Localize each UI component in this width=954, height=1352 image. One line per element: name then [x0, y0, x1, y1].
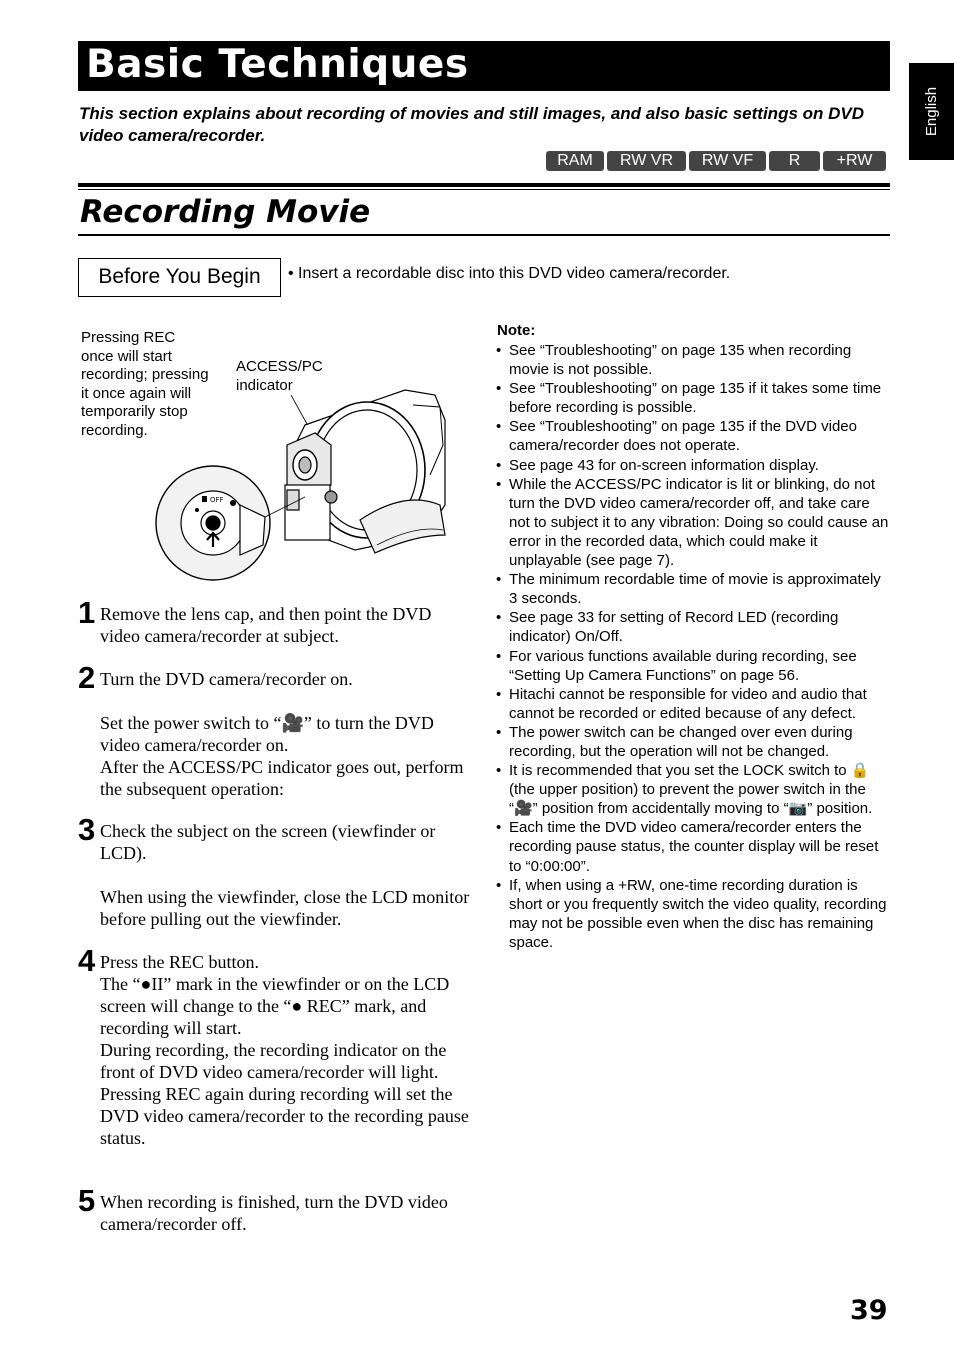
divider — [78, 183, 890, 187]
list-item: • While the ACCESS/PC indicator is lit or blinking, do not turn the DVD video camera/recorder off, and take care not to subject it to any vibration: Doing so could cause an error in the recorded data, which could make it unplayable (see page 7). — [495, 475, 890, 570]
badge-rw-vr: RW VR — [607, 151, 686, 171]
notes-heading: Note: — [497, 322, 536, 339]
step-number: 5 — [78, 1183, 96, 1218]
badge-plus-rw: +RW — [823, 151, 886, 171]
language-label: English — [923, 86, 941, 137]
before-you-begin-label: Before You Begin — [78, 258, 281, 297]
list-item: • See “Troubleshooting” on page 135 if it takes some time before recording is possible. — [495, 379, 890, 417]
badge-ram: RAM — [546, 151, 604, 171]
access-indicator-caption: ACCESS/PC indicator — [236, 358, 323, 394]
step-text: Pressing REC again during recording will set the DVD video camera/recorder to the recording pause status. — [100, 1084, 469, 1148]
divider — [78, 189, 890, 190]
language-tab-label — [909, 63, 954, 160]
disc-type-badges — [546, 151, 886, 171]
section-title: Recording Movie — [80, 194, 371, 230]
step-text: Press the REC button. — [100, 952, 260, 972]
notes-list — [495, 341, 890, 952]
step-1 — [78, 595, 470, 647]
step-text: Turn the DVD camera/recorder on. — [100, 669, 353, 689]
list-item: • Hitachi cannot be responsible for video and audio that cannot be recorded or edited because of any defect. — [495, 685, 890, 723]
page-title: Basic Techniques — [86, 42, 469, 87]
list-item: • For various functions available during recording, see “Setting Up Camera Functions” on page 56. — [495, 647, 890, 685]
list-item: • The power switch can be changed over even during recording, but the operation will not be changed. — [495, 723, 890, 761]
list-item: • Each time the DVD video camera/recorder enters the recording pause status, the counter display will be reset to “0:00:00”. — [495, 818, 890, 875]
step-4 — [78, 943, 470, 1149]
step-text: During recording, the recording indicator on the front of DVD video camera/recorder will light. — [100, 1040, 447, 1082]
step-text: Remove the lens cap, and then point the DVD video camera/recorder at subject. — [100, 604, 432, 646]
page-number: 39 — [850, 1295, 888, 1326]
step-number: 3 — [78, 812, 96, 847]
step-text: When using the viewfinder, close the LCD monitor before pulling out the viewfinder. — [100, 887, 470, 929]
step-5 — [78, 1183, 470, 1235]
list-item: • The minimum recordable time of movie is approximately 3 seconds. — [495, 570, 890, 608]
section-intro: This section explains about recording of movies and still images, and also basic settings on DVD video camera/recorder. — [79, 104, 865, 145]
list-item: • See “Troubleshooting” on page 135 if the DVD video camera/recorder does not operate. — [495, 417, 890, 455]
off-label: OFF — [210, 496, 224, 504]
step-2 — [78, 660, 470, 800]
step-text: When recording is finished, turn the DVD video camera/recorder off. — [100, 1192, 448, 1234]
step-text: The “●II” mark in the viewfinder or on the LCD screen will change to the “● REC” mark, and recording will start. — [100, 974, 450, 1038]
step-3 — [78, 812, 470, 930]
before-you-begin-text: • Insert a recordable disc into this DVD video camera/recorder. — [288, 265, 731, 282]
rec-button-caption: Pressing REC once will start recording; pressing it once again will temporarily stop recording. — [81, 329, 209, 439]
divider — [78, 234, 890, 236]
list-item: • See “Troubleshooting” on page 135 when recording movie is not possible. — [495, 341, 890, 379]
step-number: 2 — [78, 660, 96, 695]
badge-r: R — [769, 151, 820, 171]
list-item: • See page 43 for on-screen information display. — [495, 456, 890, 475]
list-item: • See page 33 for setting of Record LED (recording indicator) On/Off. — [495, 608, 890, 646]
list-item: • If, when using a +RW, one-time recording duration is short or you frequently switch the video quality, recording may not be possible even when the disc has remaining space. — [495, 876, 890, 952]
step-text: After the ACCESS/PC indicator goes out, perform the subsequent operation: — [100, 757, 464, 799]
badge-rw-vf: RW VF — [689, 151, 766, 171]
camcorder-illustration — [155, 385, 465, 585]
step-number: 4 — [78, 943, 96, 978]
list-item: • It is recommended that you set the LOCK switch to 🔒 (the upper position) to prevent the power switch in the “🎥” position from accidentally moving to “📷” position. — [495, 761, 890, 818]
step-number: 1 — [78, 595, 96, 630]
step-text: Set the power switch to “🎥” to turn the DVD video camera/recorder on. — [100, 713, 434, 755]
step-text: Check the subject on the screen (viewfinder or LCD). — [100, 821, 436, 863]
